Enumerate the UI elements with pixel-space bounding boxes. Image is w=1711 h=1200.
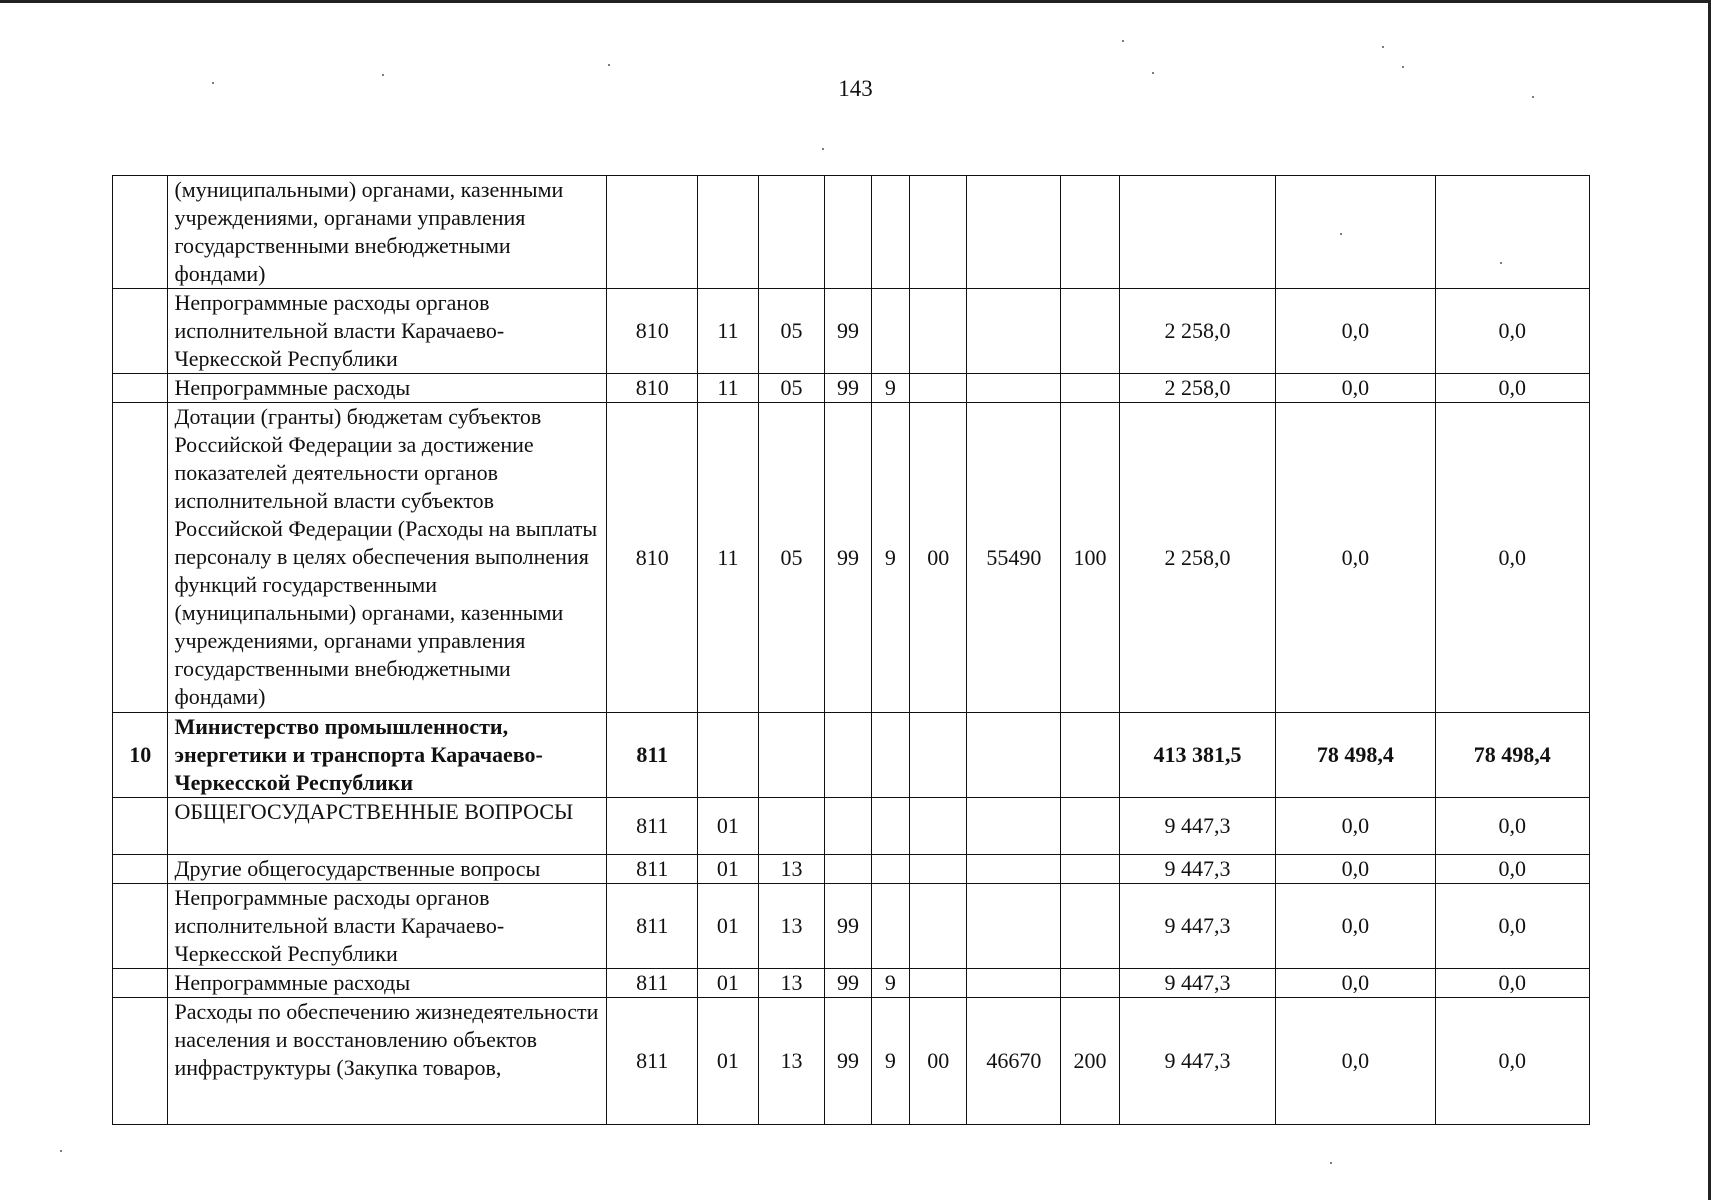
direction-code-cell [967, 798, 1061, 855]
program-code-cell: 99 [825, 998, 871, 1125]
event-code-cell [909, 798, 967, 855]
section-code-cell: 01 [698, 998, 759, 1125]
amount-year2-cell: 0,0 [1276, 289, 1435, 374]
event-code-cell: 00 [909, 403, 967, 713]
row-number-cell: 10 [113, 713, 168, 798]
program-code-cell: 99 [825, 403, 871, 713]
amount-year2-cell: 0,0 [1276, 374, 1435, 403]
budget-table [112, 175, 1590, 1125]
amount-year3-cell: 78 498,4 [1435, 713, 1589, 798]
subprogram-code-cell [871, 176, 909, 289]
row-number-cell [113, 798, 168, 855]
row-name-cell: Непрограммные расходы [168, 374, 607, 403]
direction-code-cell [967, 176, 1061, 289]
subprogram-code-cell [871, 855, 909, 884]
subsection-code-cell: 13 [758, 998, 825, 1125]
subsection-code-cell: 05 [758, 403, 825, 713]
amount-year2-cell: 0,0 [1276, 884, 1435, 969]
expense-type-cell [1061, 798, 1120, 855]
row-number-cell [113, 855, 168, 884]
program-code-cell: 99 [825, 969, 871, 998]
page-number: 143 [838, 76, 873, 101]
direction-code-cell [967, 855, 1061, 884]
direction-code-cell [967, 289, 1061, 374]
subprogram-code-cell: 9 [871, 403, 909, 713]
table-row [113, 798, 1590, 855]
row-name-cell: ОБЩЕГОСУДАРСТВЕННЫЕ ВОПРОСЫ [168, 798, 607, 855]
event-code-cell [909, 289, 967, 374]
row-name-cell: Непрограммные расходы органов исполнительной власти Карачаево-Черкесской Республики [168, 289, 607, 374]
table-row [113, 713, 1590, 798]
table-row [113, 998, 1590, 1125]
subsection-code-cell [758, 176, 825, 289]
event-code-cell [909, 713, 967, 798]
subprogram-code-cell: 9 [871, 374, 909, 403]
section-code-cell [698, 176, 759, 289]
program-code-cell: 99 [825, 374, 871, 403]
scan-speck [1122, 40, 1124, 42]
amount-year1-cell: 9 447,3 [1119, 798, 1275, 855]
amount-year3-cell: 0,0 [1435, 969, 1589, 998]
scan-speck [60, 1150, 62, 1152]
row-name-cell: Расходы по обеспечению жизнедеятельности населения и восстановлению объектов инфраструктуры (Закупка товаров, [168, 998, 607, 1125]
ministry-code-cell [607, 176, 698, 289]
section-code-cell: 11 [698, 289, 759, 374]
direction-code-cell [967, 374, 1061, 403]
subsection-code-cell: 13 [758, 855, 825, 884]
program-code-cell [825, 798, 871, 855]
scan-speck [1152, 72, 1154, 74]
expense-type-cell: 200 [1061, 998, 1120, 1125]
subsection-code-cell: 05 [758, 374, 825, 403]
amount-year1-cell: 413 381,5 [1119, 713, 1275, 798]
amount-year1-cell: 9 447,3 [1119, 855, 1275, 884]
expense-type-cell [1061, 289, 1120, 374]
table-row [113, 374, 1590, 403]
event-code-cell [909, 176, 967, 289]
ministry-code-cell: 811 [607, 798, 698, 855]
ministry-code-cell: 810 [607, 289, 698, 374]
scan-edge-top [0, 0, 1711, 3]
row-name-cell: (муниципальными) органами, казенными учреждениями, органами управления государственными внебюджетными фондами) [168, 176, 607, 289]
subsection-code-cell: 05 [758, 289, 825, 374]
direction-code-cell: 46670 [967, 998, 1061, 1125]
row-name-cell: Непрограммные расходы [168, 969, 607, 998]
section-code-cell: 01 [698, 969, 759, 998]
subprogram-code-cell [871, 289, 909, 374]
expense-type-cell [1061, 374, 1120, 403]
event-code-cell: 00 [909, 998, 967, 1125]
subprogram-code-cell: 9 [871, 969, 909, 998]
section-code-cell [698, 713, 759, 798]
row-name-cell: Другие общегосударственные вопросы [168, 855, 607, 884]
subsection-code-cell: 13 [758, 969, 825, 998]
scan-speck [608, 64, 610, 66]
amount-year3-cell: 0,0 [1435, 855, 1589, 884]
row-number-cell [113, 969, 168, 998]
section-code-cell: 11 [698, 403, 759, 713]
row-number-cell [113, 884, 168, 969]
subprogram-code-cell [871, 798, 909, 855]
amount-year1-cell: 9 447,3 [1119, 998, 1275, 1125]
ministry-code-cell: 811 [607, 855, 698, 884]
expense-type-cell [1061, 969, 1120, 998]
direction-code-cell [967, 713, 1061, 798]
amount-year2-cell: 0,0 [1276, 855, 1435, 884]
section-code-cell: 11 [698, 374, 759, 403]
subprogram-code-cell: 9 [871, 998, 909, 1125]
event-code-cell [909, 374, 967, 403]
amount-year2-cell: 78 498,4 [1276, 713, 1435, 798]
amount-year1-cell: 9 447,3 [1119, 969, 1275, 998]
amount-year1-cell [1119, 176, 1275, 289]
expense-type-cell [1061, 855, 1120, 884]
amount-year1-cell: 2 258,0 [1119, 289, 1275, 374]
ministry-code-cell: 811 [607, 884, 698, 969]
scan-speck [1382, 46, 1384, 48]
table-row [113, 855, 1590, 884]
expense-type-cell [1061, 884, 1120, 969]
section-code-cell: 01 [698, 884, 759, 969]
event-code-cell [909, 884, 967, 969]
ministry-code-cell: 811 [607, 969, 698, 998]
amount-year2-cell: 0,0 [1276, 403, 1435, 713]
amount-year3-cell: 0,0 [1435, 289, 1589, 374]
event-code-cell [909, 855, 967, 884]
amount-year2-cell: 0,0 [1276, 798, 1435, 855]
row-name-cell: Непрограммные расходы органов исполнительной власти Карачаево-Черкесской Республики [168, 884, 607, 969]
amount-year3-cell: 0,0 [1435, 884, 1589, 969]
amount-year3-cell: 0,0 [1435, 374, 1589, 403]
table-row [113, 969, 1590, 998]
subsection-code-cell [758, 798, 825, 855]
program-code-cell: 99 [825, 884, 871, 969]
row-number-cell [113, 403, 168, 713]
row-number-cell [113, 998, 168, 1125]
expense-type-cell [1061, 713, 1120, 798]
subprogram-code-cell [871, 713, 909, 798]
ministry-code-cell: 811 [607, 998, 698, 1125]
amount-year1-cell: 2 258,0 [1119, 374, 1275, 403]
row-number-cell [113, 176, 168, 289]
scan-speck [1330, 1162, 1332, 1164]
section-code-cell: 01 [698, 798, 759, 855]
table-row [113, 176, 1590, 289]
amount-year1-cell: 9 447,3 [1119, 884, 1275, 969]
subprogram-code-cell [871, 884, 909, 969]
table-row [113, 289, 1590, 374]
amount-year3-cell [1435, 176, 1589, 289]
row-number-cell [113, 374, 168, 403]
program-code-cell: 99 [825, 289, 871, 374]
amount-year3-cell: 0,0 [1435, 403, 1589, 713]
program-code-cell [825, 176, 871, 289]
direction-code-cell [967, 884, 1061, 969]
amount-year3-cell: 0,0 [1435, 998, 1589, 1125]
scan-speck [822, 148, 824, 150]
direction-code-cell [967, 969, 1061, 998]
row-name-cell: Министерство промышленности, энергетики и транспорта Карачаево-Черкесской Республики [168, 713, 607, 798]
amount-year2-cell: 0,0 [1276, 998, 1435, 1125]
program-code-cell [825, 713, 871, 798]
scan-speck [1402, 66, 1404, 68]
amount-year2-cell: 0,0 [1276, 969, 1435, 998]
ministry-code-cell: 811 [607, 713, 698, 798]
row-name-cell: Дотации (гранты) бюджетам субъектов Российской Федерации за достижение показателей деятельности органов исполнительной власти субъектов Российской Федерации (Расходы на выплаты персоналу в целях обеспечения выполнения функций государственными (муниципальными) органами, казенными учреждениями, органами управления государственными внебюджетными фондами) [168, 403, 607, 713]
event-code-cell [909, 969, 967, 998]
direction-code-cell: 55490 [967, 403, 1061, 713]
expense-type-cell [1061, 176, 1120, 289]
ministry-code-cell: 810 [607, 374, 698, 403]
program-code-cell [825, 855, 871, 884]
subsection-code-cell: 13 [758, 884, 825, 969]
row-number-cell [113, 289, 168, 374]
amount-year2-cell [1276, 176, 1435, 289]
subsection-code-cell [758, 713, 825, 798]
table-row [113, 403, 1590, 713]
table-row [113, 884, 1590, 969]
amount-year3-cell: 0,0 [1435, 798, 1589, 855]
amount-year1-cell: 2 258,0 [1119, 403, 1275, 713]
ministry-code-cell: 810 [607, 403, 698, 713]
expense-type-cell: 100 [1061, 403, 1120, 713]
section-code-cell: 01 [698, 855, 759, 884]
